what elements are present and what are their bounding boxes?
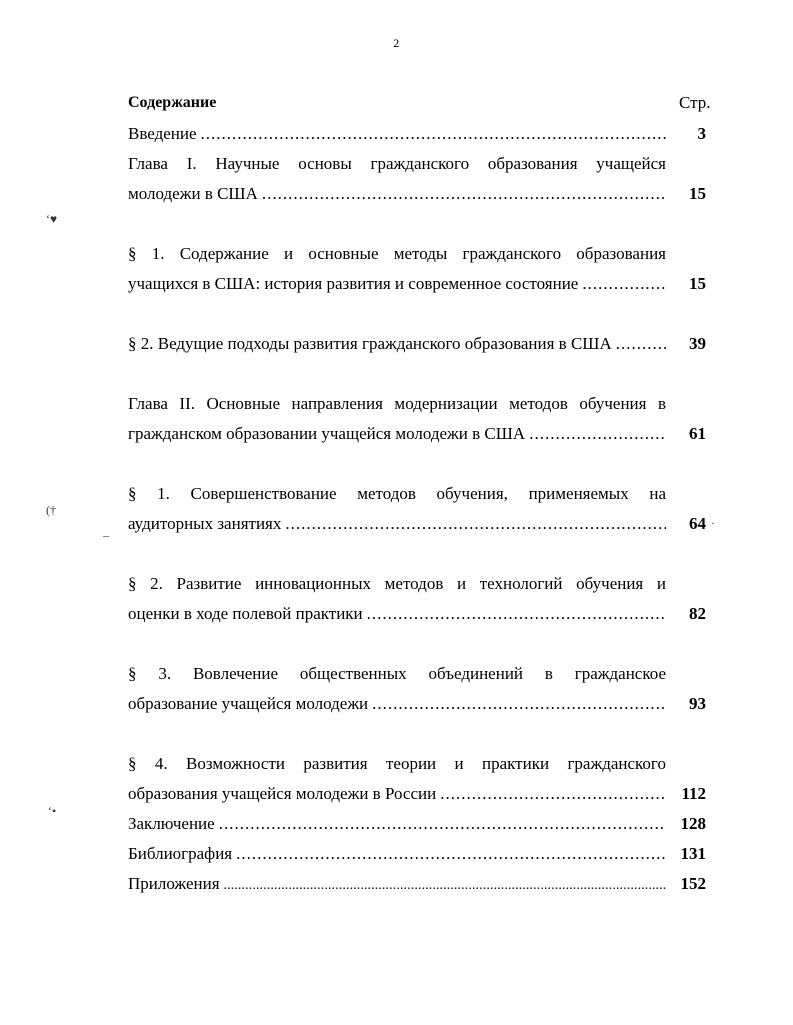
toc-page-number: 15 — [689, 274, 706, 293]
margin-mark-icon: ‘• — [48, 804, 57, 818]
leader-dots — [616, 334, 666, 354]
toc-page-number: 39 — [689, 334, 706, 353]
toc-entry-line — [128, 514, 666, 534]
margin-mark-icon: († — [46, 503, 56, 517]
leader-dots — [262, 184, 666, 204]
leader-dots — [201, 124, 666, 144]
leader-dots — [440, 784, 666, 804]
toc-entry-text: оценки в ходе полевой практики — [128, 604, 363, 623]
toc-page-number: 61 — [689, 424, 706, 443]
toc-entry-line — [128, 184, 666, 204]
leader-dots — [224, 878, 666, 894]
toc-entry-line — [128, 424, 666, 444]
toc-entry-text: Приложения — [128, 874, 220, 893]
toc-page-number: 15 — [689, 184, 706, 203]
toc-entry-line — [128, 124, 666, 144]
leader-dots — [219, 814, 666, 834]
toc-entry-line: § 4. Возможности развития теории и практики гражданского — [128, 754, 666, 773]
toc-entry-line: Глава I. Научные основы гражданского образования учащейся — [128, 154, 666, 173]
leader-dots — [372, 694, 666, 714]
toc-title: Содержание — [128, 94, 217, 111]
toc-page-number: 3 — [697, 124, 706, 143]
margin-mark-icon: ‘♥ — [46, 212, 58, 226]
toc-page-number: 64 — [689, 514, 706, 533]
toc-entry-text: гражданском образовании учащейся молодежи в США — [128, 424, 526, 443]
toc-entry-text: аудиторных занятиях — [128, 514, 282, 533]
toc-page-number: 152 — [680, 874, 706, 893]
toc-page-number: 82 — [689, 604, 706, 623]
toc-page-number: 112 — [681, 784, 706, 803]
toc-page-column-label: Стр. — [679, 93, 711, 112]
toc-page-number: 128 — [680, 814, 706, 833]
toc-entry-line — [128, 604, 666, 624]
toc-entry-text: Заключение — [128, 814, 215, 833]
toc-entry-line: § 1. Содержание и основные методы гражданского образования — [128, 244, 666, 263]
toc-entry-line: § 1. Совершенствование методов обучения, применяемых на — [128, 484, 666, 503]
toc-entry-text: учащихся в США: история развития и современное состояние — [128, 274, 579, 293]
leader-dots — [529, 424, 666, 444]
toc-entry-line: § 3. Вовлечение общественных объединений в гражданское — [128, 664, 666, 683]
toc-entry-line: Глава II. Основные направления модернизации методов обучения в — [128, 394, 666, 413]
toc-entry-line — [128, 874, 666, 894]
toc-entry-text: образование учащейся молодежи — [128, 694, 369, 713]
toc-entry-line — [128, 814, 666, 834]
leader-dots — [285, 514, 666, 534]
margin-dot-icon: · — [711, 516, 715, 530]
toc-page-number: 93 — [689, 694, 706, 713]
leader-dots — [236, 844, 666, 864]
toc-page-number: 131 — [680, 844, 706, 863]
toc-entry-line — [128, 274, 666, 294]
toc-entry-text: Введение — [128, 124, 197, 143]
toc-entry-text: образования учащейся молодежи в России — [128, 784, 437, 803]
toc-entry-text: молодежи в США — [128, 184, 258, 203]
toc-entry-line: § 2. Развитие инновационных методов и технологий обучения и — [128, 574, 666, 593]
toc-entry-text: § 2. Ведущие подходы развития гражданского образования в США — [128, 334, 612, 353]
page-number: 2 — [393, 36, 400, 50]
leader-dots — [367, 604, 666, 624]
leader-dots — [582, 274, 666, 294]
toc-entry-line — [128, 334, 666, 354]
toc-entry-text: Библиография — [128, 844, 233, 863]
toc-entry-line — [128, 784, 666, 804]
margin-dash-icon: – — [103, 528, 109, 542]
toc-entry-line — [128, 694, 666, 714]
toc-entry-line — [128, 844, 666, 864]
